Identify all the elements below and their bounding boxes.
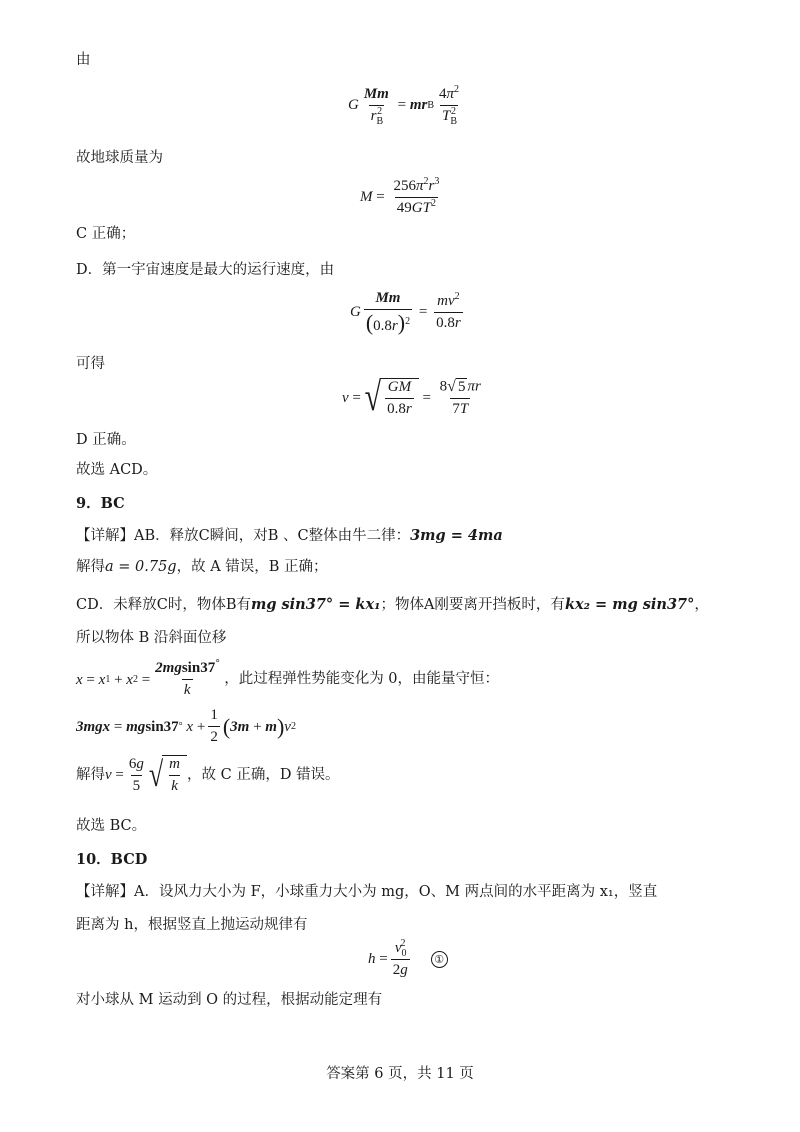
text-segment: 解得 [76, 559, 105, 575]
text-line: 对小球从 M 运动到 O 的过程，根据动能定理有 [76, 992, 383, 1008]
text-line: D．第一宇宙速度是最大的运行速度，由 [76, 262, 335, 278]
text-line: 【详解】A．设风力大小为 F，小球重力大小为 mg，O、M 两点间的水平距离为 x₁，竖直 [76, 884, 658, 900]
text-line: 故地球质量为 [76, 150, 163, 166]
circled-number: ① [431, 951, 448, 968]
equation-velocity: v = √ $\frac{GM}{0.8r}$ = 8 √ 5 πr 7T [342, 375, 481, 420]
equation-gravity-b: G $\frac{Mm}{r_B^2}$ = mr B $4\pi^2$ $T_B^2$ [348, 84, 460, 128]
question-number: 10．BCD [76, 851, 148, 868]
equation-energy: 3mgx = mg sin37 ° x + 1 2 ( 3m + m ) v 2 [76, 707, 296, 746]
text-line: 故选 BC。 [76, 818, 147, 834]
text-line: 故选 ACD。 [76, 462, 158, 478]
question-number: 9．BC [76, 495, 125, 512]
text-segment: ， [694, 597, 709, 613]
equation-velocity-result: v = 6g 5 √ $\frac{m}{k}$ [105, 755, 187, 796]
text-line [76, 755, 340, 796]
text-line: D 正确。 [76, 432, 136, 448]
text-segment: ；物体A刚要离开挡板时，有 [380, 597, 565, 613]
text-line [76, 527, 503, 545]
inline-equation: a = 0.75g [105, 559, 177, 575]
text-segment: ，故 A 错误，B 正确； [176, 559, 328, 575]
page-footer: 答案第 6 页，共 11 页 [326, 1066, 474, 1082]
text-line: 可得 [76, 356, 105, 372]
text-segment: 解得 [76, 766, 105, 783]
equation-displacement: x = x 1 + x 2 = 2mgsin37° k [76, 658, 220, 699]
equation-earth-mass: M = $\frac{256\pi^2r^3}{49GT^2}$ [360, 176, 440, 217]
inline-equation: kx₂ = mg sin37° [564, 596, 695, 613]
text-line: 由 [76, 52, 91, 68]
text-line: C 正确； [76, 226, 136, 242]
equation-first-cosmic: G $\frac{Mm}{(0.8r)^2}$ = $\frac{mv^2}{0.8r}$ [350, 290, 461, 336]
text-line [76, 660, 499, 700]
text-segment: CD．未释放C时，物体B有 [76, 597, 251, 613]
inline-equation: 3mg = 4ma [410, 527, 503, 544]
text-segment: 【详解】AB．释放C瞬间，对B 、C整体由牛二律： [76, 528, 411, 544]
text-line [76, 559, 328, 576]
text-line [76, 596, 709, 614]
inline-equation: mg sin37° = kx₁ [250, 596, 381, 613]
text-line: 距离为 h，根据竖直上抛运动规律有 [76, 917, 308, 933]
text-segment: ，故 C 正确，D 错误。 [187, 766, 340, 783]
equation-vertical-throw: h = $v_0^2$ 2g ① [368, 940, 448, 980]
text-line: 所以物体 B 沿斜面位移 [76, 630, 227, 646]
text-segment: ，此过程弹性势能变化为 0，由能量守恒： [224, 671, 500, 688]
